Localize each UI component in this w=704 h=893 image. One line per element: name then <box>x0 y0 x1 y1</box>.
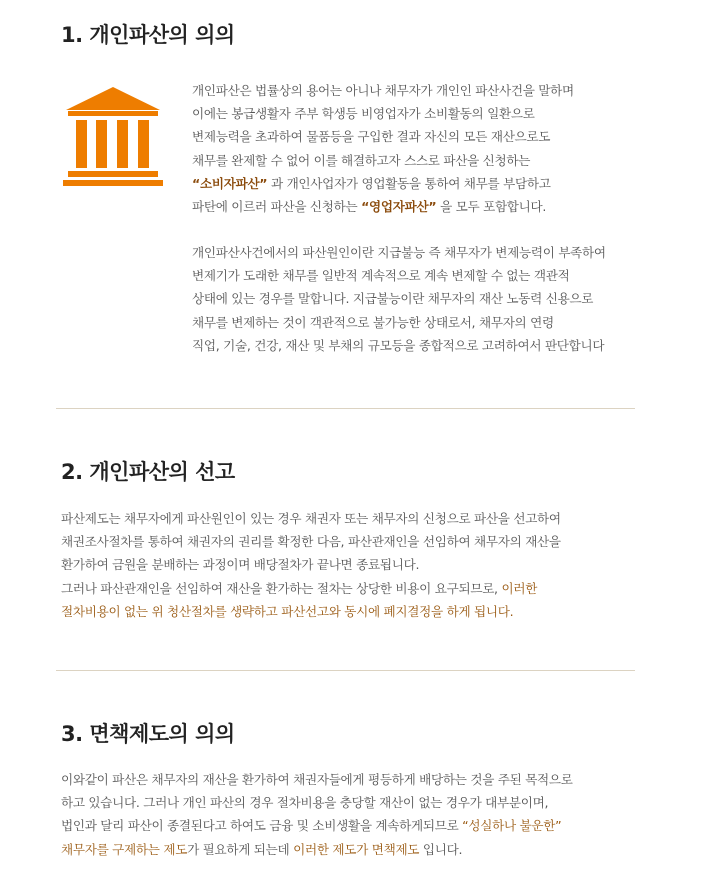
paragraph-line <box>192 125 574 148</box>
section-2-paragraph <box>61 507 561 623</box>
emphasis-text: “영업자파산” <box>361 198 437 214</box>
section-divider <box>56 670 635 671</box>
courthouse-icon <box>62 85 164 187</box>
paragraph-line <box>61 838 573 861</box>
body-text: 개인파산은 법률상의 용어는 아니나 채무자가 개인인 파산사건을 말하며 <box>192 83 574 98</box>
highlight-text: 채무자를 구제하는 제도 <box>61 841 188 857</box>
body-text: 채무를 변제하는 것이 객관적으로 불가능한 상태로서, 채무자의 연령 <box>192 314 554 330</box>
body-text: 파탄에 이르러 파산을 신청하는 <box>192 198 362 214</box>
paragraph-line <box>61 791 573 814</box>
paragraph-line <box>192 79 574 102</box>
paragraph-line <box>192 172 574 195</box>
paragraph-line <box>61 814 573 837</box>
body-text: 이에는 봉급생활자 주부 학생등 비영업자가 소비활동의 일환으로 <box>192 106 535 122</box>
body-text: 개인파산사건에서의 파산원인이란 지급불능 즉 채무자가 변제능력이 부족하여 <box>192 245 606 260</box>
highlight-text: 절차비용이 없는 위 청산절차를 생략하고 파산선고와 동시에 폐지결정을 하게 됩니다. <box>61 603 514 619</box>
body-text: 직업, 기술, 건강, 재산 및 부채의 규모등을 종합적으로 고려하여서 판단합니다 <box>192 337 605 353</box>
paragraph-line <box>61 600 561 623</box>
paragraph-line <box>61 577 561 600</box>
paragraph-line <box>192 102 574 125</box>
paragraph-line <box>192 149 574 172</box>
paragraph-line <box>192 195 574 218</box>
highlight-text: 이러한 <box>501 580 538 596</box>
body-text: 환가하여 금원을 분배하는 과정이며 배당절차가 끝나면 종료됩니다. <box>61 557 420 573</box>
highlight-text: “성실하나 불운한” <box>462 818 562 834</box>
body-text: 변제기가 도래한 채무를 일반적 계속적으로 계속 변제할 수 없는 객관적 <box>192 268 570 284</box>
paragraph-line <box>192 287 606 310</box>
section-3-paragraph <box>61 768 573 861</box>
body-text: 법인과 달리 파산이 종결된다고 하여도 금융 및 소비생활을 계속하게되므로 <box>61 818 463 834</box>
section-divider <box>56 408 635 409</box>
paragraph-line <box>61 553 561 576</box>
paragraph-line <box>192 241 606 264</box>
body-text: 입니다. <box>419 841 463 857</box>
section-1-title: 1. 개인파산의 의의 <box>61 23 235 47</box>
paragraph-line <box>61 768 573 791</box>
emphasis-text: “소비자파산” <box>192 175 268 191</box>
body-text: 파산제도는 채무자에게 파산원인이 있는 경우 채권자 또는 채무자의 신청으로 파산을 선고하여 <box>61 511 561 526</box>
body-text: 채무를 완제할 수 없어 이를 해결하고자 스스로 파산을 신청하는 <box>192 152 531 168</box>
body-text: 을 모두 포함합니다. <box>436 198 547 214</box>
paragraph-line <box>192 311 606 334</box>
body-text: 이와같이 파산은 채무자의 재산을 환가하여 채권자들에게 평등하게 배당하는 것을 주된 목적으로 <box>61 772 573 787</box>
paragraph-line <box>61 530 561 553</box>
paragraph-line <box>61 507 561 530</box>
section-1-paragraph-2 <box>192 241 606 357</box>
body-text: 그러나 파산관재인을 선임하여 재산을 환가하는 절차는 상당한 비용이 요구되므로, <box>61 580 502 596</box>
body-text: 상태에 있는 경우를 말합니다. 지급불능이란 채무자의 재산 노동력 신용으로 <box>192 291 594 307</box>
body-text: 채권조사절차를 통하여 채권자의 권리를 확정한 다음, 파산관재인을 선임하여 채무자의 재산을 <box>61 534 561 550</box>
section-2-title: 2. 개인파산의 선고 <box>61 460 235 484</box>
body-text: 가 필요하게 되는데 <box>187 841 294 857</box>
paragraph-line <box>192 264 606 287</box>
body-text: 하고 있습니다. 그러나 개인 파산의 경우 절차비용을 충당할 재산이 없는 경우가 대부분이며, <box>61 795 549 811</box>
body-text: 과 개인사업자가 영업활동을 통하여 채무를 부담하고 <box>267 175 551 191</box>
section-3-title: 3. 면책제도의 의의 <box>61 722 235 746</box>
highlight-text: 이러한 제도가 면책제도 <box>293 841 420 857</box>
paragraph-line <box>192 334 606 357</box>
body-text: 변제능력을 초과하여 물품등을 구입한 결과 자신의 모든 재산으로도 <box>192 129 551 145</box>
section-1-paragraph-1 <box>192 79 574 218</box>
